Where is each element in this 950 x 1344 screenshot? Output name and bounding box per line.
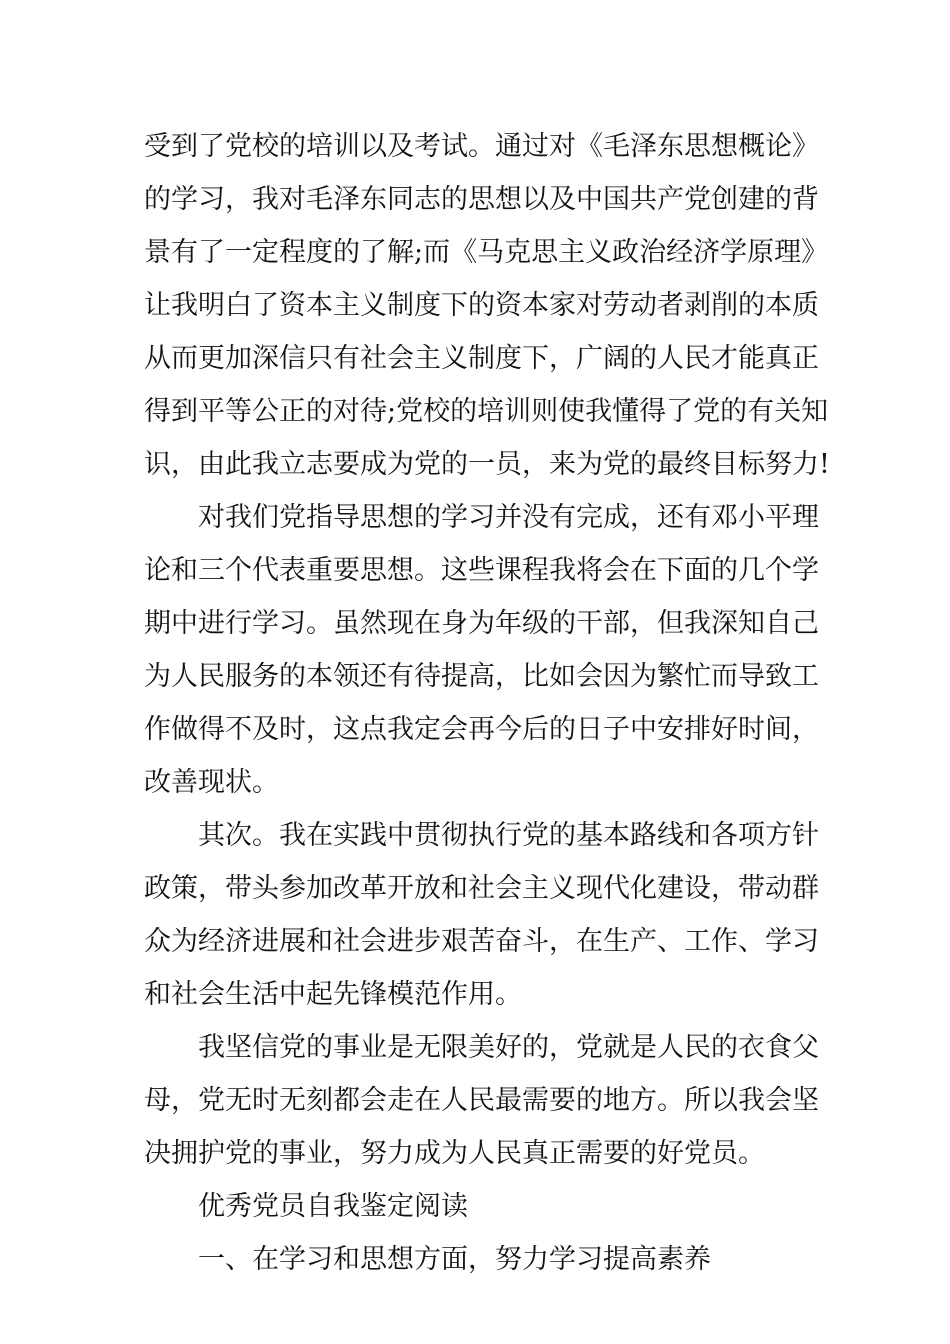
text-line: 从而更加深信只有社会主义制度下，广阔的人民才能真正 bbox=[144, 343, 819, 374]
text-line: 其次。我在实践中贯彻执行党的基本路线和各项方针 bbox=[198, 820, 819, 851]
text-line: 优秀党员自我鉴定阅读 bbox=[198, 1191, 468, 1222]
text-line: 受到了党校的培训以及考试。通过对《毛泽东思想概论》 bbox=[144, 131, 819, 162]
text-line: 期中进行学习。虽然现在身为年级的干部，但我深知自己 bbox=[144, 608, 819, 639]
text-line: 众为经济进展和社会进步艰苦奋斗，在生产、工作、学习 bbox=[144, 926, 819, 957]
text-line: 让我明白了资本主义制度下的资本家对劳动者剥削的本质 bbox=[144, 290, 819, 321]
text-line: 和社会生活中起先锋模范作用。 bbox=[144, 979, 522, 1010]
text-line: 识，由此我立志要成为党的一员，来为党的最终目标努力! bbox=[144, 449, 830, 480]
text-line: 论和三个代表重要思想。这些课程我将会在下面的几个学 bbox=[144, 555, 819, 586]
text-line: 决拥护党的事业，努力成为人民真正需要的好党员。 bbox=[144, 1138, 765, 1169]
paragraph bbox=[144, 1021, 819, 1180]
paragraph bbox=[144, 120, 830, 491]
text-line: 为人民服务的本领还有待提高，比如会因为繁忙而导致工 bbox=[144, 661, 819, 692]
document-body bbox=[144, 120, 830, 1286]
text-line: 对我们党指导思想的学习并没有完成，还有邓小平理 bbox=[198, 502, 819, 533]
text-line: 得到平等公正的对待;党校的培训则使我懂得了党的有关知 bbox=[144, 396, 829, 427]
section-heading bbox=[144, 1233, 814, 1286]
section-heading bbox=[144, 1180, 814, 1233]
paragraph bbox=[144, 809, 819, 1021]
text-line: 作做得不及时，这点我定会再今后的日子中安排好时间， bbox=[144, 714, 819, 745]
text-line: 我坚信党的事业是无限美好的，党就是人民的衣食父 bbox=[198, 1032, 819, 1063]
text-line: 的学习，我对毛泽东同志的思想以及中国共产党创建的背 bbox=[144, 184, 819, 215]
text-line: 一、在学习和思想方面，努力学习提高素养 bbox=[198, 1244, 711, 1275]
text-line: 母，党无时无刻都会走在人民最需要的地方。所以我会坚 bbox=[144, 1085, 819, 1116]
text-line: 景有了一定程度的了解;而《马克思主义政治经济学原理》 bbox=[144, 237, 829, 268]
paragraph bbox=[144, 491, 819, 809]
text-line: 政策，带头参加改革开放和社会主义现代化建设，带动群 bbox=[144, 873, 819, 904]
text-line: 改善现状。 bbox=[144, 767, 279, 798]
